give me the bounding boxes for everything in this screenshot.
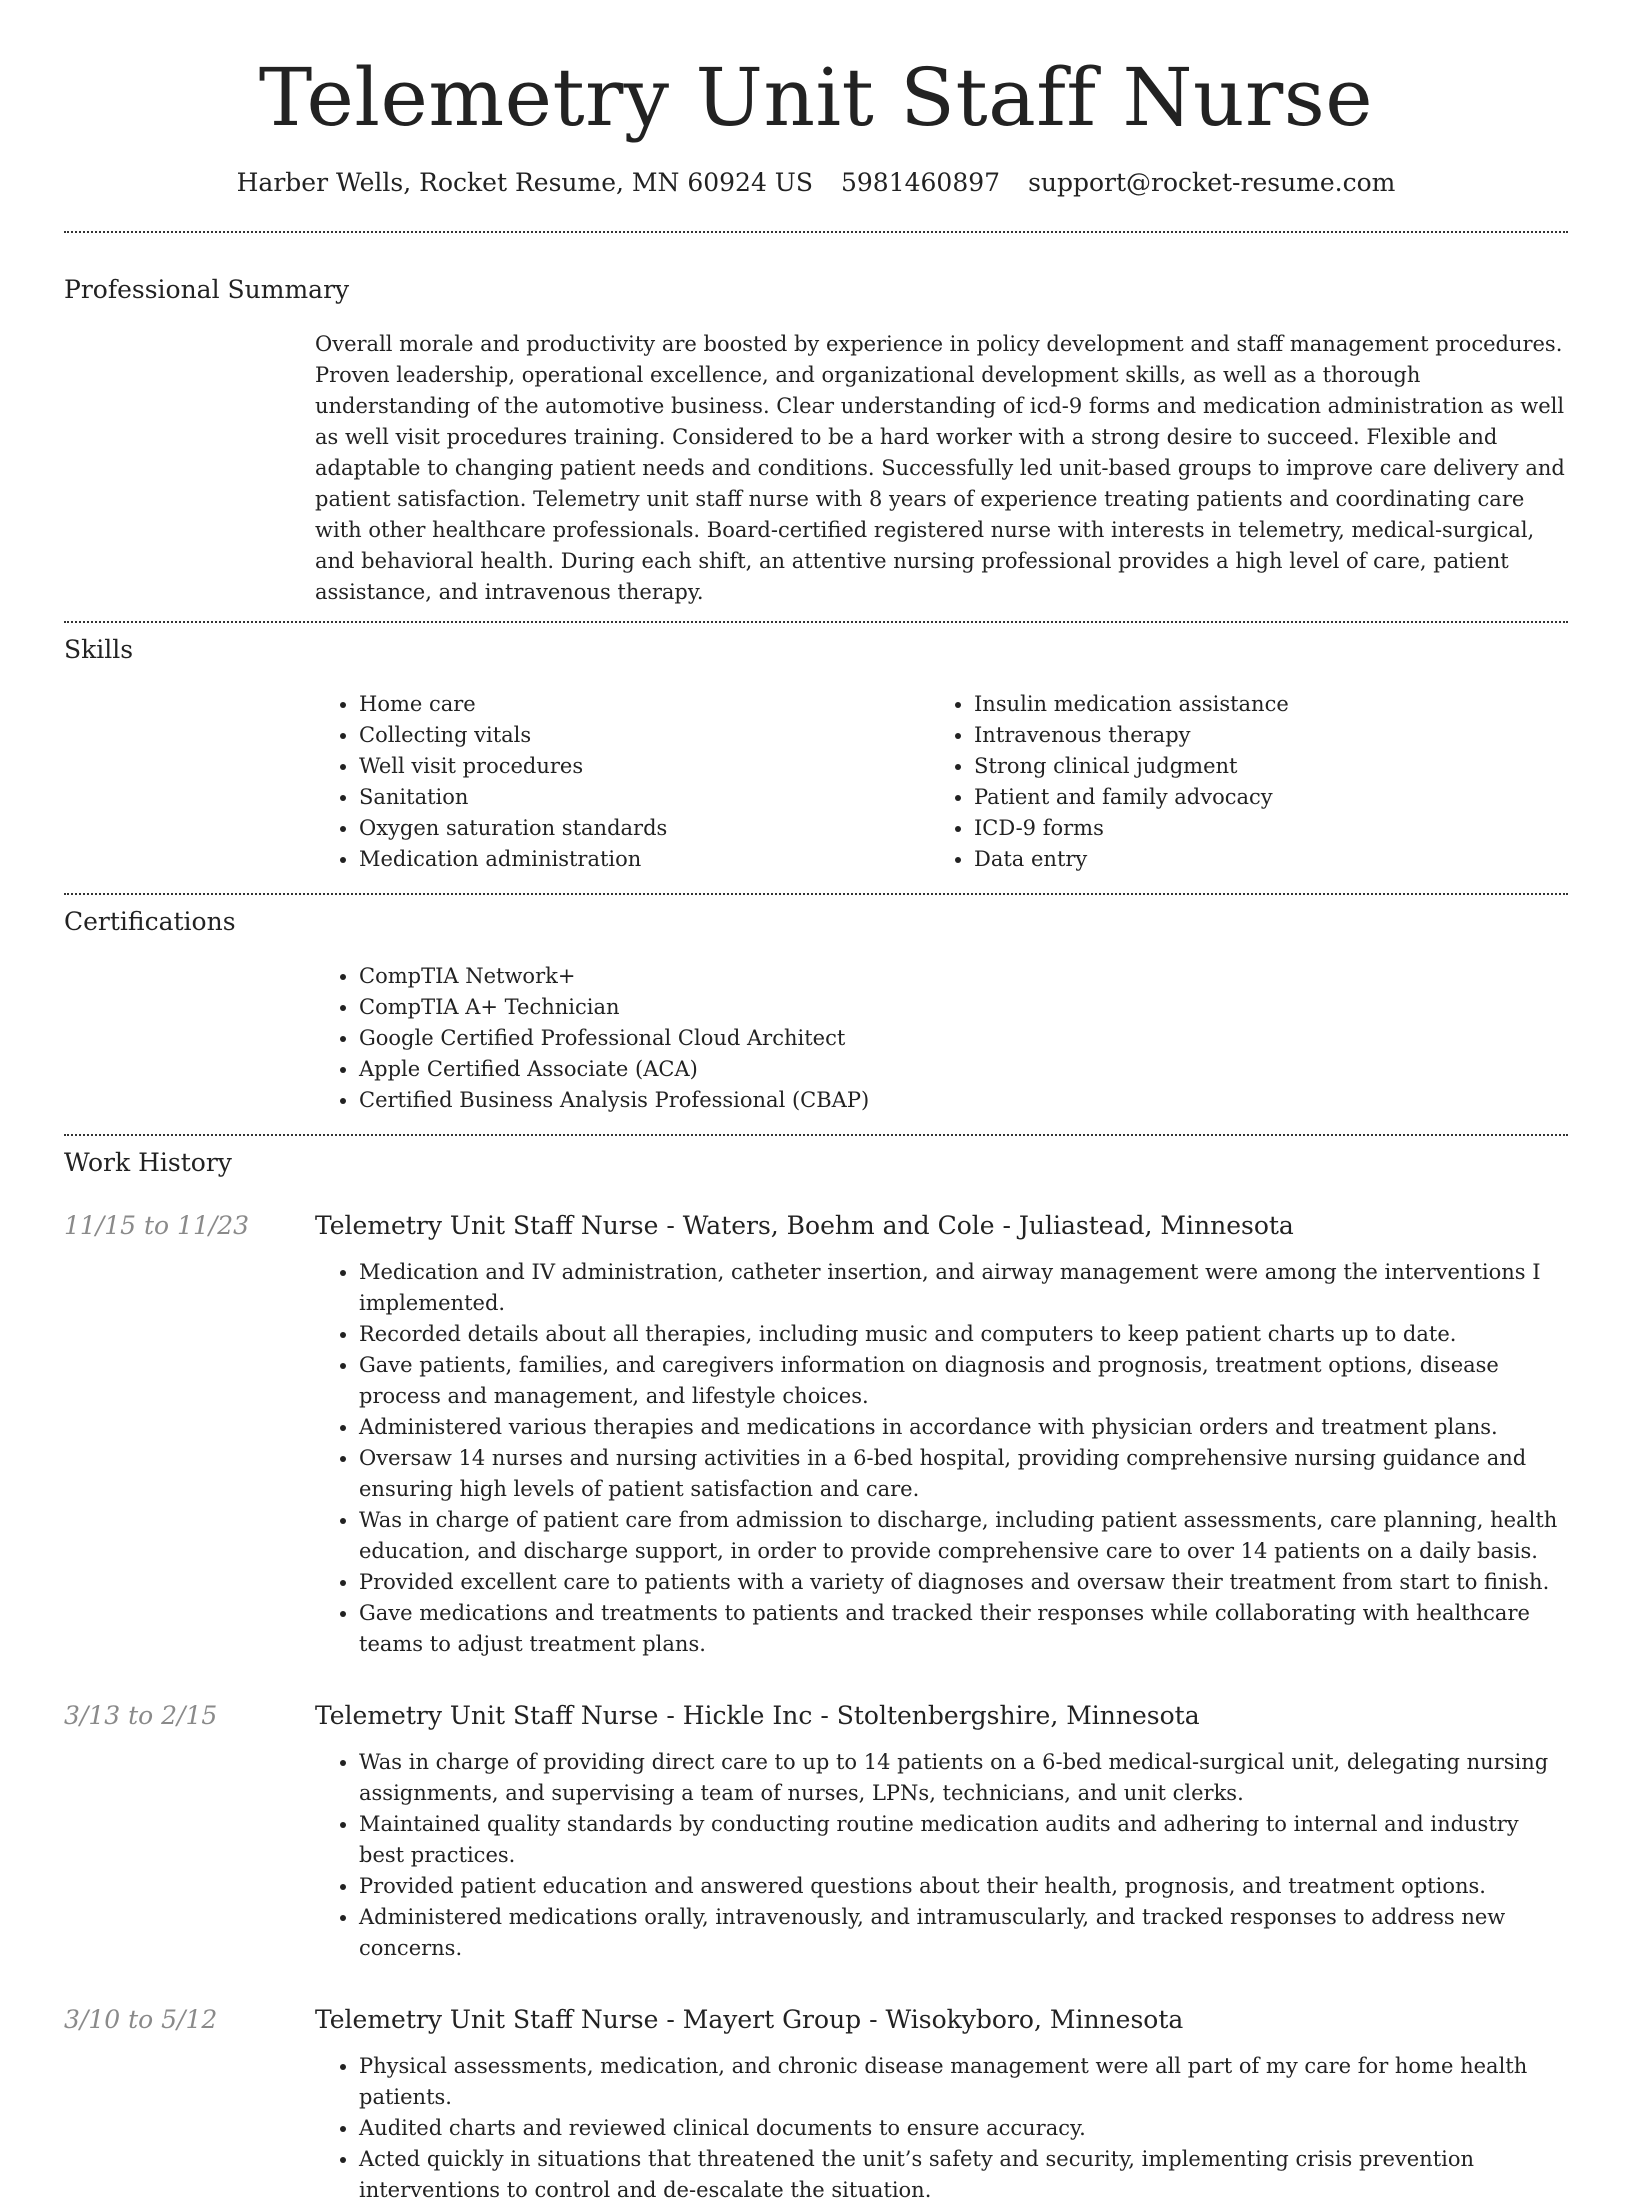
contact-email: support@rocket-resume.com xyxy=(1028,168,1396,197)
summary-heading: Professional Summary xyxy=(64,275,350,304)
job-details xyxy=(315,1210,1568,1660)
work-history-list xyxy=(64,1210,1568,2206)
section-divider xyxy=(64,1134,1568,1136)
job-bullets xyxy=(315,1747,1568,1964)
job-entry xyxy=(64,2004,1568,2206)
job-bullet: • Provided excellent care to patients with a variety of diagnoses and oversaw their treatment from start to finish. xyxy=(359,1567,1568,1598)
job-bullet: • Physical assessments, medication, and chronic disease management were all part of my care for home health patients. xyxy=(359,2051,1568,2113)
certification-item: • CompTIA A+ Technician xyxy=(359,992,1568,1023)
skill-item: • Strong clinical judgment xyxy=(974,751,1545,782)
job-bullet: • Medication and IV administration, catheter insertion, and airway management were among the interventions I implemented. xyxy=(359,1257,1568,1319)
skill-item: • Data entry xyxy=(974,844,1545,875)
certification-item: • Certified Business Analysis Professional (CBAP) xyxy=(359,1085,1568,1116)
job-bullet: • Administered medications orally, intravenously, and intramuscularly, and tracked responses to address new concerns. xyxy=(359,1902,1568,1964)
certifications-list xyxy=(315,961,1568,1116)
section-divider xyxy=(64,893,1568,895)
skill-item: • Sanitation xyxy=(359,782,930,813)
skill-item: • Oxygen saturation standards xyxy=(359,813,930,844)
job-bullets xyxy=(315,1257,1568,1660)
certifications-heading: Certifications xyxy=(64,907,236,936)
section-divider xyxy=(64,231,1568,233)
job-bullet: • Was in charge of patient care from admission to discharge, including patient assessments, care planning, health education, and discharge support, in order to provide comprehensive care to over 14 patients on a daily basis. xyxy=(359,1505,1568,1567)
skill-item: • Well visit procedures xyxy=(359,751,930,782)
job-bullet: • Provided patient education and answered questions about their health, prognosis, and treatment options. xyxy=(359,1871,1568,1902)
certification-item: • Apple Certified Associate (ACA) xyxy=(359,1054,1568,1085)
job-bullet: • Audited charts and reviewed clinical documents to ensure accuracy. xyxy=(359,2113,1568,2144)
skills-list xyxy=(315,689,1568,875)
section-divider xyxy=(64,621,1568,623)
skills-heading: Skills xyxy=(64,635,134,664)
job-bullet: • Gave patients, families, and caregivers information on diagnosis and prognosis, treatment options, disease process and management, and lifestyle choices. xyxy=(359,1350,1568,1412)
job-bullet: • Gave medications and treatments to patients and tracked their responses while collaborating with healthcare teams to adjust treatment plans. xyxy=(359,1598,1568,1660)
skill-item: • Patient and family advocacy xyxy=(974,782,1545,813)
job-bullet: • Administered various therapies and medications in accordance with physician orders and treatment plans. xyxy=(359,1412,1568,1443)
certifications-items xyxy=(315,961,1568,1116)
job-details xyxy=(315,1700,1568,1964)
certification-item: • Google Certified Professional Cloud Architect xyxy=(359,1023,1568,1054)
job-heading: Telemetry Unit Staff Nurse - Waters, Boehm and Cole - Juliastead, Minnesota xyxy=(315,1211,1294,1240)
job-dates: 3/13 to 2/15 xyxy=(64,1701,218,1730)
skill-item: • Collecting vitals xyxy=(359,720,930,751)
job-details xyxy=(315,2004,1568,2206)
resume-title: Telemetry Unit Staff Nurse xyxy=(258,51,1374,144)
skills-column-right xyxy=(930,689,1545,875)
job-entry xyxy=(64,1210,1568,1660)
job-entry xyxy=(64,1700,1568,1964)
work-history-heading: Work History xyxy=(64,1148,232,1177)
job-bullet: • Acted quickly in situations that threatened the unit’s safety and security, implementing crisis prevention interventions to control and de-escalate the situation. xyxy=(359,2144,1568,2206)
contact-address: Harber Wells, Rocket Resume, MN 60924 US xyxy=(236,168,813,197)
job-bullet: • Was in charge of providing direct care to up to 14 patients on a 6-bed medical-surgical unit, delegating nursing assignments, and supervising a team of nurses, LPNs, technicians, and unit clerks. xyxy=(359,1747,1568,1809)
certification-item: • CompTIA Network+ xyxy=(359,961,1568,992)
job-heading: Telemetry Unit Staff Nurse - Hickle Inc - Stoltenbergshire, Minnesota xyxy=(315,1701,1200,1730)
skills-column-left xyxy=(315,689,930,875)
skill-item: • ICD-9 forms xyxy=(974,813,1545,844)
skill-item: • Insulin medication assistance xyxy=(974,689,1545,720)
job-bullet: • Oversaw 14 nurses and nursing activities in a 6-bed hospital, providing comprehensive nursing guidance and ensuring high levels of patient satisfaction and care. xyxy=(359,1443,1568,1505)
job-dates: 11/15 to 11/23 xyxy=(64,1211,250,1240)
skill-item: • Medication administration xyxy=(359,844,930,875)
job-bullet: • Maintained quality standards by conducting routine medication audits and adhering to internal and industry best practices. xyxy=(359,1809,1568,1871)
job-dates: 3/10 to 5/12 xyxy=(64,2005,218,2034)
job-heading: Telemetry Unit Staff Nurse - Mayert Group - Wisokyboro, Minnesota xyxy=(315,2005,1184,2034)
contact-phone: 5981460897 xyxy=(841,168,1001,197)
job-bullet: • Recorded details about all therapies, including music and computers to keep patient charts up to date. xyxy=(359,1319,1568,1350)
contact-line xyxy=(64,168,1568,197)
skill-item: • Intravenous therapy xyxy=(974,720,1545,751)
summary-text: Overall morale and productivity are boosted by experience in policy development and staff management procedures. Proven leadership, operational excellence, and organizational development skills, as well as a thorough understanding of the automotive business. Clear understanding of icd-9 forms and medication administration as well as well visit procedures training. Considered to be a hard worker with a strong desire to succeed. Flexible and adaptable to changing patient needs and conditions. Successfully led unit-based groups to improve care delivery and patient satisfaction. Telemetry unit staff nurse with 8 years of experience treating patients and coordinating care with other healthcare professionals. Board-certified registered nurse with interests in telemetry, medical-surgical, and behavioral health. During each shift, an attentive nursing professional provides a high level of care, patient assistance, and intravenous therapy. xyxy=(315,332,1565,604)
skill-item: • Home care xyxy=(359,689,930,720)
job-bullets xyxy=(315,2051,1568,2206)
